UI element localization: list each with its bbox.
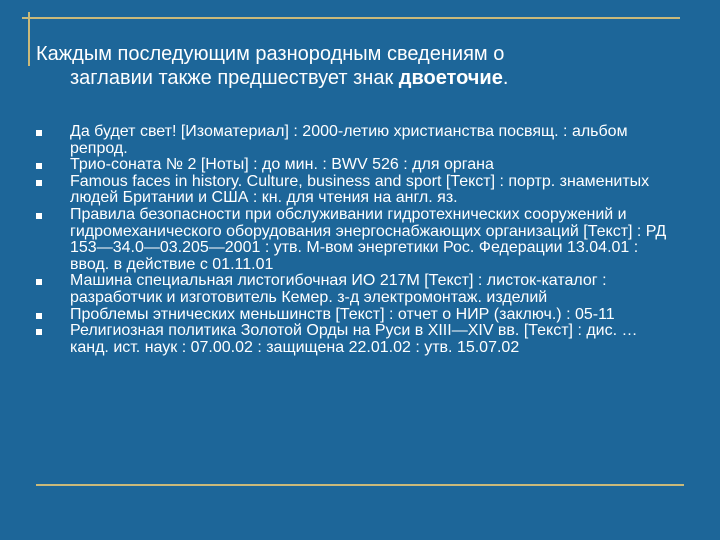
square-bullet-icon bbox=[36, 329, 42, 335]
title-period: . bbox=[502, 67, 509, 89]
list-item-text: Проблемы этнических меньшинств [Текст] : отчет о НИР (заключ.) : 05-11 bbox=[70, 305, 615, 323]
slide-title bbox=[36, 42, 676, 90]
square-bullet-icon bbox=[36, 163, 42, 169]
left-accent-line bbox=[28, 12, 30, 66]
top-divider-line bbox=[22, 17, 680, 19]
bottom-divider-line bbox=[36, 484, 684, 486]
bullet-list bbox=[36, 124, 676, 356]
title-line-1: Каждым последующим разнородным сведениям о bbox=[36, 43, 505, 65]
title-line-2 bbox=[36, 66, 676, 90]
list-item bbox=[36, 323, 676, 356]
list-item bbox=[36, 307, 676, 324]
list-item-text: Да будет свет! [Изоматериал] : 2000-летию христианства посвящ. : альбом репрод. bbox=[70, 123, 628, 157]
list-item bbox=[36, 174, 676, 207]
title-text: заглавии также предшествует знак bbox=[70, 67, 399, 89]
list-item bbox=[36, 157, 676, 174]
square-bullet-icon bbox=[36, 279, 42, 285]
square-bullet-icon bbox=[36, 130, 42, 136]
list-item-text: Религиозная политика Золотой Орды на Руси в XIII—XIV вв. [Текст] : дис. … канд. ист. наук : 07.00.02 : защищена 22.01.02 : утв. 15.07.02 bbox=[70, 322, 638, 356]
square-bullet-icon bbox=[36, 313, 42, 319]
list-item-text: Правила безопасности при обслуживании гидротехнических сооружений и гидромеханического оборудования энергоснабжающих организаций [Текст] : РД 153—34.0—03.205—2001 : утв. М-вом энергетики Рос. Федерации 13.04.01 : ввод. в действие с 01.11.01 bbox=[70, 205, 667, 273]
title-emphasis: двоеточие bbox=[398, 67, 503, 89]
list-item bbox=[36, 273, 676, 306]
list-item-text: Famous faces in history. Culture, business and sport [Текст] : портр. знаменитых людей Британии и США : кн. для чтения на англ. яз. bbox=[70, 172, 650, 207]
list-item-text: Машина специальная листогибочная ИО 217М [Текст] : листок-каталог : разработчик и изготовитель Кемер. з-д электромонтаж. изделий bbox=[70, 272, 607, 306]
list-item bbox=[36, 207, 676, 273]
square-bullet-icon bbox=[36, 213, 42, 219]
list-item-text: Трио-соната № 2 [Ноты] : до мин. : BWV 526 : для органа bbox=[70, 156, 494, 174]
list-item bbox=[36, 124, 676, 157]
square-bullet-icon bbox=[36, 180, 42, 186]
